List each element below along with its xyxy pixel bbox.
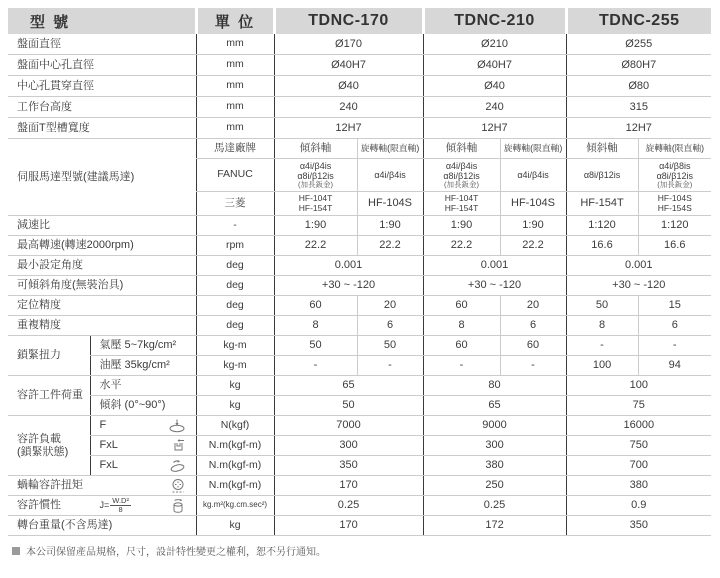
motor-value [638, 192, 711, 216]
group-label-line: 容許負載 [17, 433, 61, 446]
motor-value [423, 192, 500, 216]
formula-numerator: W.D² [112, 496, 129, 506]
row-tilt-range [8, 276, 711, 296]
header-tdnc-255: TDNC-255 [566, 8, 711, 34]
row-t-slot [8, 118, 711, 139]
spec-value: 50 [357, 336, 423, 356]
formula-denominator: 8 [118, 505, 123, 514]
motor-line: α8i/β12is [656, 170, 693, 181]
spec-label: 盤面直徑 [8, 34, 196, 55]
spec-value: Ø40H7 [274, 55, 423, 76]
spec-value: 20 [500, 296, 566, 316]
motor-value: α4i/β4is [357, 159, 423, 192]
spec-value: 7000 [274, 416, 423, 436]
motor-value [274, 159, 357, 192]
spec-value: - [274, 356, 357, 376]
axis-header-tilt: 傾斜軸 [423, 139, 500, 159]
spec-value: Ø255 [566, 34, 711, 55]
spec-value: 1:90 [274, 216, 357, 236]
spec-value: 6 [357, 316, 423, 336]
row-clamp-hydraulic [8, 356, 711, 376]
group-label-line: (鎖緊狀態) [17, 445, 69, 458]
spec-unit: deg [196, 256, 274, 276]
spec-value: 240 [423, 97, 566, 118]
spec-value: 50 [566, 296, 638, 316]
brand-fanuc: FANUC [196, 159, 274, 192]
spec-label: 最高轉速(轉速2000rpm) [8, 236, 196, 256]
axis-header-rotary: 旋轉軸(限直軸) [638, 139, 711, 159]
spec-value: 172 [423, 516, 566, 536]
motor-line: α4i/β8is [659, 160, 691, 171]
tilted-load-icon [169, 458, 186, 473]
spec-label: 中心孔貫穿直徑 [8, 76, 196, 97]
table-header [8, 8, 711, 34]
spec-value: - [500, 356, 566, 376]
motor-value [423, 159, 500, 192]
spec-value: Ø40H7 [423, 55, 566, 76]
motor-line: HF-104T [298, 192, 333, 203]
row-reduction-ratio [8, 216, 711, 236]
spec-unit: kg-m [196, 356, 274, 376]
row-repeatability [8, 316, 711, 336]
spec-value: Ø80H7 [566, 55, 711, 76]
spec-label: 盤面中心孔直徑 [8, 55, 196, 76]
spec-value: - [566, 336, 638, 356]
spec-value: - [357, 356, 423, 376]
header-tdnc-170: TDNC-170 [274, 8, 423, 34]
motor-value [638, 159, 711, 192]
spec-value: 700 [566, 456, 711, 476]
spec-value: Ø170 [274, 34, 423, 55]
row-through-bore [8, 76, 711, 97]
spec-unit: mm [196, 34, 274, 55]
spec-unit: kg [196, 516, 274, 536]
row-positioning-accuracy [8, 296, 711, 316]
spec-value: 60 [274, 296, 357, 316]
motor-group-label: 伺服馬達型號(建議馬達) [8, 139, 196, 216]
spec-value: 100 [566, 376, 711, 396]
spec-label: 工作台高度 [8, 97, 196, 118]
row-center-bore [8, 55, 711, 76]
motor-note: (加長鈑金) [298, 179, 334, 189]
spec-value: 94 [638, 356, 711, 376]
spec-value: 380 [566, 476, 711, 496]
spec-unit: N.m(kgf-m) [196, 456, 274, 476]
spec-value: 12H7 [274, 118, 423, 139]
axis-header-rotary: 旋轉軸(限直軸) [357, 139, 423, 159]
spec-unit: kg.m²(kg.cm.sec²) [196, 496, 274, 516]
spec-unit: rpm [196, 236, 274, 256]
footnote [12, 543, 720, 558]
spec-value: 315 [566, 97, 711, 118]
spec-table [8, 8, 711, 536]
spec-label: 減速比 [8, 216, 196, 236]
spec-value: 8 [566, 316, 638, 336]
sub-label-text: FxL [99, 459, 118, 472]
row-table-weight [8, 516, 711, 536]
spec-unit: mm [196, 97, 274, 118]
spec-unit: deg [196, 296, 274, 316]
spec-value: 1:90 [423, 216, 500, 236]
force-down-icon [168, 418, 186, 433]
spec-label: 最小設定角度 [8, 256, 196, 276]
inertia-formula [100, 497, 131, 514]
sub-label-text: F [99, 419, 107, 432]
spec-value: Ø210 [423, 34, 566, 55]
motor-note: (加長鈑金) [444, 179, 480, 189]
spec-unit: deg [196, 276, 274, 296]
spec-value: 22.2 [500, 236, 566, 256]
spec-value: 12H7 [566, 118, 711, 139]
motor-line: α8i/β12is [443, 170, 480, 181]
spec-value: 8 [274, 316, 357, 336]
motor-line: α4i/β4is [445, 160, 478, 171]
spec-value: 350 [274, 456, 423, 476]
inertia-icon [170, 497, 186, 514]
motor-value: α4i/β4is [500, 159, 566, 192]
spec-value: 1:90 [357, 216, 423, 236]
header-unit-col: 單 位 [196, 8, 274, 34]
footnote-bullet-icon [12, 547, 20, 555]
spec-value: 380 [423, 456, 566, 476]
formula-fraction [110, 497, 131, 514]
spec-unit: mm [196, 55, 274, 76]
spec-label: 盤面T型槽寬度 [8, 118, 196, 139]
spec-value: 6 [638, 316, 711, 336]
motor-value: HF-104S [500, 192, 566, 216]
group-label-allow-load [8, 416, 90, 476]
spec-value: Ø40 [423, 76, 566, 97]
sub-label-text: FxL [99, 439, 118, 452]
spec-label: 定位精度 [8, 296, 196, 316]
spec-label-text: 蝸輪容許扭矩 [17, 479, 83, 492]
spec-value: +30 ~ -120 [274, 276, 423, 296]
spec-unit: N(kgf) [196, 416, 274, 436]
header-tdnc-210: TDNC-210 [423, 8, 566, 34]
row-disc-diameter [8, 34, 711, 55]
spec-value: 0.001 [274, 256, 423, 276]
row-workload-tilted [8, 396, 711, 416]
header-row [8, 8, 711, 34]
spec-label: 轉台重量(不含馬達) [8, 516, 196, 536]
spec-label: 可傾斜角度(無裝治具) [8, 276, 196, 296]
spec-value: 100 [566, 356, 638, 376]
spec-unit: - [196, 216, 274, 236]
spec-value: 15 [638, 296, 711, 316]
brand-mitsubishi: 三菱 [196, 192, 274, 216]
spec-value: 60 [500, 336, 566, 356]
motor-line: α4i/β4is [299, 160, 332, 171]
sub-label [90, 416, 196, 436]
spec-value: 65 [274, 376, 423, 396]
spec-value: 16000 [566, 416, 711, 436]
spec-unit: N.m(kgf-m) [196, 436, 274, 456]
spec-value: 0.25 [274, 496, 423, 516]
spec-unit: kg [196, 396, 274, 416]
spec-label [8, 496, 196, 516]
motor-value: HF-154T [566, 192, 638, 216]
motor-line: HF-154T [444, 202, 479, 213]
spec-value: 8 [423, 316, 500, 336]
axis-header-rotary: 旋轉軸(限直軸) [500, 139, 566, 159]
spec-value: 170 [274, 516, 423, 536]
spec-value: - [638, 336, 711, 356]
spec-value: +30 ~ -120 [423, 276, 566, 296]
sub-label: 油壓 35kg/cm² [90, 356, 196, 376]
spec-value: 350 [566, 516, 711, 536]
sub-label: 水平 [90, 376, 196, 396]
spec-value: 240 [274, 97, 423, 118]
motor-line: HF-104T [444, 192, 479, 203]
spec-value: 1:120 [566, 216, 638, 236]
spec-value: 300 [274, 436, 423, 456]
motor-value: HF-104S [357, 192, 423, 216]
row-allow-load-fxl1 [8, 436, 711, 456]
row-allow-load-fxl2 [8, 456, 711, 476]
spec-value: 16.6 [638, 236, 711, 256]
spec-value: - [423, 356, 500, 376]
spec-value: 300 [423, 436, 566, 456]
spec-unit: deg [196, 316, 274, 336]
motor-note: (加長鈑金) [657, 179, 693, 189]
spec-label: 重複精度 [8, 316, 196, 336]
sub-label: 氣壓 5~7kg/cm² [90, 336, 196, 356]
group-label-clamp-torque: 鎖緊扭力 [8, 336, 90, 376]
spec-unit: kg [196, 376, 274, 396]
spec-unit: N.m(kgf-m) [196, 476, 274, 496]
spec-value: 0.001 [566, 256, 711, 276]
row-motor-axes-header [8, 139, 711, 159]
motor-line: HF-104S [657, 192, 692, 203]
spec-value: 0.25 [423, 496, 566, 516]
motor-line: HF-154T [298, 202, 333, 213]
spec-value: +30 ~ -120 [566, 276, 711, 296]
spec-value: 0.9 [566, 496, 711, 516]
row-allow-load-f [8, 416, 711, 436]
row-min-angle [8, 256, 711, 276]
spec-label [8, 476, 196, 496]
sub-label: 傾斜 (0°~90°) [90, 396, 196, 416]
spec-label-text: 容許慣性 [17, 499, 61, 512]
spec-value: Ø80 [566, 76, 711, 97]
row-table-height [8, 97, 711, 118]
spec-value: 1:120 [638, 216, 711, 236]
spec-value: 1:90 [500, 216, 566, 236]
spec-value: 750 [566, 436, 711, 456]
motor-value [274, 192, 357, 216]
spec-value: 50 [274, 396, 423, 416]
worm-wheel-icon [170, 478, 186, 494]
spec-unit: mm [196, 76, 274, 97]
spec-unit: mm [196, 118, 274, 139]
spec-value: 250 [423, 476, 566, 496]
spec-value: 50 [274, 336, 357, 356]
spec-value: 22.2 [274, 236, 357, 256]
spec-value: 0.001 [423, 256, 566, 276]
footnote-text: 本公司保留產品規格，尺寸，設計特性變更之權利，恕不另行通知。 [26, 547, 326, 558]
spec-value: 9000 [423, 416, 566, 436]
spec-value: 20 [357, 296, 423, 316]
spec-value: 6 [500, 316, 566, 336]
row-inertia [8, 496, 711, 516]
spec-value: Ø40 [274, 76, 423, 97]
spec-value: 80 [423, 376, 566, 396]
group-label-workload: 容許工件荷重 [8, 376, 90, 416]
sub-label [90, 456, 196, 476]
spec-value: 170 [274, 476, 423, 496]
header-model-col: 型 號 [8, 8, 196, 34]
spec-value: 22.2 [357, 236, 423, 256]
axis-header-tilt: 傾斜軸 [274, 139, 357, 159]
side-load-icon [171, 438, 186, 453]
spec-value: 60 [423, 296, 500, 316]
motor-brand-header: 馬達廠牌 [196, 139, 274, 159]
spec-value: 16.6 [566, 236, 638, 256]
spec-unit: kg-m [196, 336, 274, 356]
spec-value: 75 [566, 396, 711, 416]
row-max-speed [8, 236, 711, 256]
spec-value: 22.2 [423, 236, 500, 256]
spec-value: 60 [423, 336, 500, 356]
row-worm-torque [8, 476, 711, 496]
motor-line: HF-154S [657, 202, 692, 213]
spec-value: 65 [423, 396, 566, 416]
axis-header-tilt: 傾斜軸 [566, 139, 638, 159]
row-clamp-air [8, 336, 711, 356]
motor-value: α8i/β12is [566, 159, 638, 192]
spec-value: 12H7 [423, 118, 566, 139]
motor-line: α8i/β12is [297, 170, 334, 181]
sub-label [90, 436, 196, 456]
formula-lhs: J= [99, 500, 110, 511]
row-workload-horizontal [8, 376, 711, 396]
